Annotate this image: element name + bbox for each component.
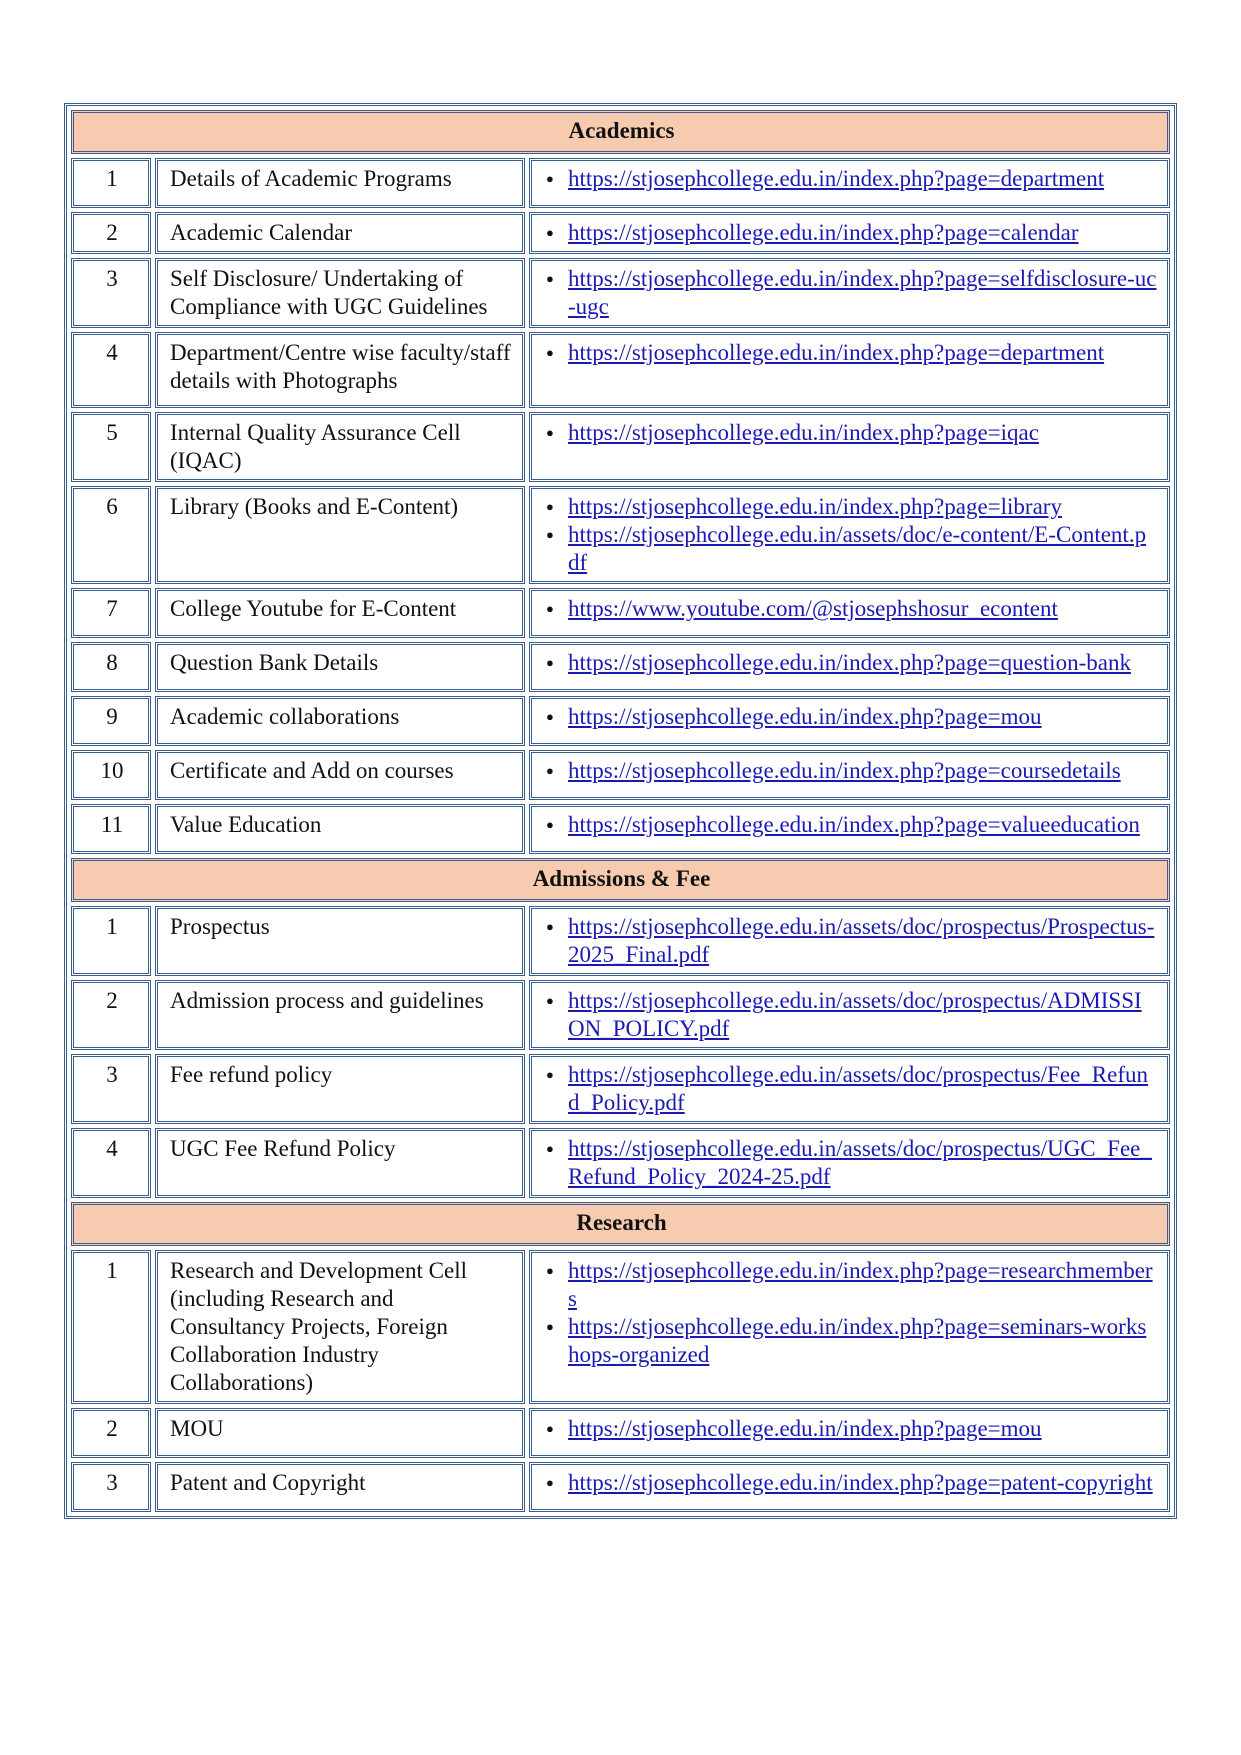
table-row [71, 906, 1170, 976]
section-title: Academics [71, 110, 1170, 154]
link-list [544, 1135, 1157, 1191]
section-title: Admissions & Fee [71, 858, 1170, 902]
link-list [544, 757, 1157, 785]
link-list-item [544, 649, 1157, 677]
row-number: 1 [71, 906, 151, 976]
url-link[interactable]: https://www.youtube.com/@stjosephshosur_econtent [568, 596, 1058, 621]
link-list [544, 1061, 1157, 1117]
url-link[interactable]: https://stjosephcollege.edu.in/assets/doc/prospectus/ADMISSION_POLICY.pdf [568, 988, 1142, 1041]
row-item-label: Library (Books and E-Content) [155, 486, 525, 584]
table-row [71, 642, 1170, 692]
link-list [544, 339, 1157, 367]
row-item-label: College Youtube for E-Content [155, 588, 525, 638]
link-list-item [544, 165, 1157, 193]
table-row [71, 1250, 1170, 1404]
row-item-label: Self Disclosure/ Undertaking of Compliance with UGC Guidelines [155, 258, 525, 328]
link-list-item [544, 1313, 1157, 1369]
link-list [544, 595, 1157, 623]
url-link[interactable]: https://stjosephcollege.edu.in/index.php?page=seminars-workshops-organized [568, 1314, 1147, 1367]
row-number: 3 [71, 1054, 151, 1124]
url-link[interactable]: https://stjosephcollege.edu.in/index.php?page=valueeducation [568, 812, 1140, 837]
url-link[interactable]: https://stjosephcollege.edu.in/index.php?page=department [568, 340, 1105, 365]
table-row [71, 1462, 1170, 1512]
section-title: Research [71, 1202, 1170, 1246]
link-list-item [544, 987, 1157, 1043]
row-item-label: Academic collaborations [155, 696, 525, 746]
table-row [71, 212, 1170, 254]
row-number: 7 [71, 588, 151, 638]
row-number: 1 [71, 1250, 151, 1404]
row-links-cell [529, 1128, 1170, 1198]
link-list-item [544, 419, 1157, 447]
table-row [71, 980, 1170, 1050]
row-links-cell [529, 486, 1170, 584]
url-link[interactable]: https://stjosephcollege.edu.in/assets/doc/prospectus/Fee_Refund_Policy.pdf [568, 1062, 1149, 1115]
table-row [71, 1408, 1170, 1458]
row-item-label: Details of Academic Programs [155, 158, 525, 208]
row-links-cell [529, 588, 1170, 638]
link-list-item [544, 339, 1157, 367]
link-list-item [544, 811, 1157, 839]
row-number: 2 [71, 212, 151, 254]
link-list-item [544, 219, 1157, 247]
link-list-item [544, 757, 1157, 785]
row-number: 4 [71, 1128, 151, 1198]
row-links-cell [529, 750, 1170, 800]
table-row [71, 486, 1170, 584]
url-link[interactable]: https://stjosephcollege.edu.in/index.php?page=researchmembers [568, 1258, 1153, 1311]
row-item-label: Certificate and Add on courses [155, 750, 525, 800]
row-number: 1 [71, 158, 151, 208]
table-row [71, 804, 1170, 854]
url-link[interactable]: https://stjosephcollege.edu.in/index.php?page=mou [568, 704, 1042, 729]
link-list [544, 913, 1157, 969]
row-item-label: Fee refund policy [155, 1054, 525, 1124]
row-links-cell [529, 412, 1170, 482]
row-number: 2 [71, 1408, 151, 1458]
row-number: 2 [71, 980, 151, 1050]
url-link[interactable]: https://stjosephcollege.edu.in/index.php?page=mou [568, 1416, 1042, 1441]
row-links-cell [529, 158, 1170, 208]
table-row [71, 332, 1170, 408]
row-item-label: Admission process and guidelines [155, 980, 525, 1050]
link-list [544, 265, 1157, 321]
link-list-item [544, 703, 1157, 731]
link-list-item [544, 1135, 1157, 1191]
row-number: 9 [71, 696, 151, 746]
url-link[interactable]: https://stjosephcollege.edu.in/index.php?page=coursedetails [568, 758, 1121, 783]
document-page [64, 103, 1177, 1519]
row-number: 11 [71, 804, 151, 854]
link-list-item [544, 1061, 1157, 1117]
url-link[interactable]: https://stjosephcollege.edu.in/index.php?page=iqac [568, 420, 1039, 445]
row-number: 5 [71, 412, 151, 482]
url-link[interactable]: https://stjosephcollege.edu.in/assets/doc/e-content/E-Content.pdf [568, 522, 1147, 575]
link-list-item [544, 1257, 1157, 1313]
link-list-item [544, 913, 1157, 969]
row-number: 6 [71, 486, 151, 584]
row-item-label: Internal Quality Assurance Cell (IQAC) [155, 412, 525, 482]
url-link[interactable]: https://stjosephcollege.edu.in/index.php?page=selfdisclosure-uc-ugc [568, 266, 1157, 319]
row-item-label: Question Bank Details [155, 642, 525, 692]
row-links-cell [529, 642, 1170, 692]
link-list-item [544, 1469, 1157, 1497]
link-list [544, 703, 1157, 731]
row-links-cell [529, 1250, 1170, 1404]
row-number: 3 [71, 258, 151, 328]
row-item-label: MOU [155, 1408, 525, 1458]
row-links-cell [529, 1408, 1170, 1458]
table-row [71, 1128, 1170, 1198]
row-links-cell [529, 696, 1170, 746]
table-row [71, 258, 1170, 328]
row-links-cell [529, 258, 1170, 328]
table-row [71, 588, 1170, 638]
url-link[interactable]: https://stjosephcollege.edu.in/assets/doc/prospectus/Prospectus-2025_Final.pdf [568, 914, 1155, 967]
link-list [544, 493, 1157, 577]
row-links-cell [529, 906, 1170, 976]
row-links-cell [529, 804, 1170, 854]
url-link[interactable]: https://stjosephcollege.edu.in/index.php?page=question-bank [568, 650, 1131, 675]
row-item-label: Academic Calendar [155, 212, 525, 254]
row-item-label: Department/Centre wise faculty/staff details with Photographs [155, 332, 525, 408]
table-row [71, 1054, 1170, 1124]
link-list-item [544, 265, 1157, 321]
row-item-label: Research and Development Cell (including Research and Consultancy Projects, Foreign Collaboration Industry Collaborations) [155, 1250, 525, 1404]
table-row [71, 158, 1170, 208]
link-list-item [544, 521, 1157, 577]
link-list [544, 1415, 1157, 1443]
section-header-row [71, 858, 1170, 902]
url-link[interactable]: https://stjosephcollege.edu.in/index.php?page=department [568, 166, 1105, 191]
url-link[interactable]: https://stjosephcollege.edu.in/assets/doc/prospectus/UGC_Fee_Refund_Policy_2024-25.pdf [568, 1136, 1152, 1189]
row-links-cell [529, 332, 1170, 408]
url-link[interactable]: https://stjosephcollege.edu.in/index.php?page=calendar [568, 220, 1079, 245]
row-links-cell [529, 980, 1170, 1050]
link-list [544, 1469, 1157, 1497]
row-links-cell [529, 212, 1170, 254]
links-table [64, 103, 1177, 1519]
link-list [544, 419, 1157, 447]
row-item-label: Patent and Copyright [155, 1462, 525, 1512]
row-number: 8 [71, 642, 151, 692]
row-links-cell [529, 1054, 1170, 1124]
link-list [544, 165, 1157, 193]
table-row [71, 750, 1170, 800]
row-number: 4 [71, 332, 151, 408]
link-list-item [544, 493, 1157, 521]
url-link[interactable]: https://stjosephcollege.edu.in/index.php?page=patent-copyright [568, 1470, 1153, 1495]
link-list-item [544, 1415, 1157, 1443]
table-row [71, 412, 1170, 482]
table-row [71, 696, 1170, 746]
link-list [544, 649, 1157, 677]
link-list-item [544, 595, 1157, 623]
row-number: 3 [71, 1462, 151, 1512]
link-list [544, 219, 1157, 247]
section-header-row [71, 110, 1170, 154]
link-list [544, 1257, 1157, 1369]
link-list [544, 811, 1157, 839]
row-links-cell [529, 1462, 1170, 1512]
section-header-row [71, 1202, 1170, 1246]
row-number: 10 [71, 750, 151, 800]
url-link[interactable]: https://stjosephcollege.edu.in/index.php?page=library [568, 494, 1062, 519]
row-item-label: Prospectus [155, 906, 525, 976]
link-list [544, 987, 1157, 1043]
row-item-label: Value Education [155, 804, 525, 854]
row-item-label: UGC Fee Refund Policy [155, 1128, 525, 1198]
